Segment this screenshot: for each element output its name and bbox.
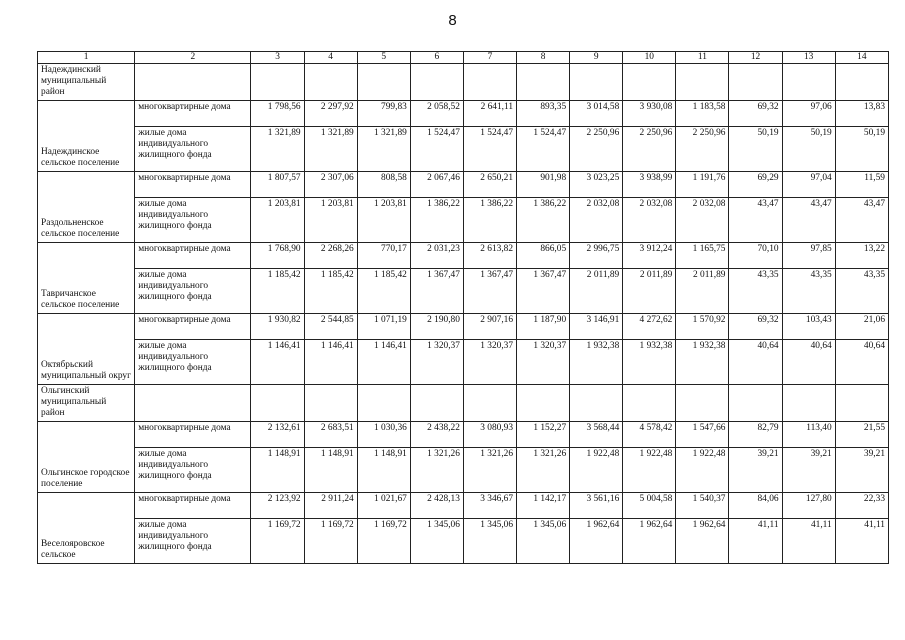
value-cell: 2 268,26 bbox=[304, 243, 357, 269]
value-cell: 4 272,62 bbox=[623, 314, 676, 340]
table-row bbox=[38, 448, 889, 493]
value-cell: 1 185,42 bbox=[251, 269, 304, 314]
value-cell: 84,06 bbox=[729, 493, 782, 519]
value-cell: 808,58 bbox=[357, 172, 410, 198]
value-cell: 1 930,82 bbox=[251, 314, 304, 340]
value-cell: 40,64 bbox=[729, 340, 782, 385]
value-cell: 50,19 bbox=[782, 127, 835, 172]
value-cell: 21,06 bbox=[835, 314, 888, 340]
value-cell: 901,98 bbox=[517, 172, 570, 198]
value-cell: 11,59 bbox=[835, 172, 888, 198]
value-cell: 1 191,76 bbox=[676, 172, 729, 198]
value-cell: 1 148,91 bbox=[304, 448, 357, 493]
empty-cell bbox=[304, 64, 357, 101]
value-cell: 1 922,48 bbox=[570, 448, 623, 493]
table-row bbox=[38, 422, 889, 448]
value-cell: 2 011,89 bbox=[570, 269, 623, 314]
value-cell: 2 250,96 bbox=[570, 127, 623, 172]
value-cell: 13,83 bbox=[835, 101, 888, 127]
municipality-name: Надеждинский муниципальный район bbox=[38, 64, 135, 101]
value-cell: 43,47 bbox=[782, 198, 835, 243]
column-header: 10 bbox=[623, 52, 676, 64]
value-cell: 1 932,38 bbox=[676, 340, 729, 385]
value-cell: 69,32 bbox=[729, 314, 782, 340]
value-cell: 70,10 bbox=[729, 243, 782, 269]
value-cell: 1 345,06 bbox=[517, 519, 570, 564]
empty-cell bbox=[357, 64, 410, 101]
value-cell: 1 148,91 bbox=[251, 448, 304, 493]
value-cell: 1 386,22 bbox=[463, 198, 516, 243]
value-cell: 893,35 bbox=[517, 101, 570, 127]
empty-cell bbox=[570, 385, 623, 422]
value-cell: 50,19 bbox=[835, 127, 888, 172]
value-cell: 1 932,38 bbox=[623, 340, 676, 385]
empty-cell bbox=[410, 64, 463, 101]
value-cell: 2 250,96 bbox=[676, 127, 729, 172]
value-cell: 1 570,92 bbox=[676, 314, 729, 340]
value-cell: 2 031,23 bbox=[410, 243, 463, 269]
empty-cell bbox=[570, 64, 623, 101]
table-row bbox=[38, 198, 889, 243]
housing-type: жилые дома индивидуального жилищного фонда bbox=[135, 269, 251, 314]
empty-cell bbox=[782, 64, 835, 101]
value-cell: 2 438,22 bbox=[410, 422, 463, 448]
column-header: 14 bbox=[835, 52, 888, 64]
value-cell: 1 922,48 bbox=[623, 448, 676, 493]
value-cell: 2 032,08 bbox=[623, 198, 676, 243]
value-cell: 1 152,27 bbox=[517, 422, 570, 448]
housing-type: многоквартирные дома bbox=[135, 101, 251, 127]
value-cell: 43,35 bbox=[782, 269, 835, 314]
value-cell: 1 367,47 bbox=[517, 269, 570, 314]
value-cell: 113,40 bbox=[782, 422, 835, 448]
value-cell: 2 428,13 bbox=[410, 493, 463, 519]
value-cell: 1 345,06 bbox=[463, 519, 516, 564]
value-cell: 1 798,56 bbox=[251, 101, 304, 127]
value-cell: 127,80 bbox=[782, 493, 835, 519]
value-cell: 2 996,75 bbox=[570, 243, 623, 269]
table-row bbox=[38, 243, 889, 269]
value-cell: 3 023,25 bbox=[570, 172, 623, 198]
value-cell: 1 540,37 bbox=[676, 493, 729, 519]
value-cell: 13,22 bbox=[835, 243, 888, 269]
value-cell: 69,32 bbox=[729, 101, 782, 127]
value-cell: 1 203,81 bbox=[251, 198, 304, 243]
value-cell: 39,21 bbox=[729, 448, 782, 493]
value-cell: 97,04 bbox=[782, 172, 835, 198]
value-cell: 1 165,75 bbox=[676, 243, 729, 269]
value-cell: 2 907,16 bbox=[463, 314, 516, 340]
housing-type: многоквартирные дома bbox=[135, 243, 251, 269]
table-row bbox=[38, 314, 889, 340]
settlement-name: Веселояровское сельское bbox=[38, 493, 135, 564]
value-cell: 1 030,36 bbox=[357, 422, 410, 448]
column-header: 8 bbox=[517, 52, 570, 64]
value-cell: 1 321,89 bbox=[304, 127, 357, 172]
value-cell: 1 524,47 bbox=[517, 127, 570, 172]
value-cell: 1 321,26 bbox=[463, 448, 516, 493]
value-cell: 1 146,41 bbox=[357, 340, 410, 385]
value-cell: 2 613,82 bbox=[463, 243, 516, 269]
housing-type: многоквартирные дома bbox=[135, 422, 251, 448]
value-cell: 3 080,93 bbox=[463, 422, 516, 448]
value-cell: 43,47 bbox=[835, 198, 888, 243]
empty-cell bbox=[463, 64, 516, 101]
value-cell: 3 146,91 bbox=[570, 314, 623, 340]
value-cell: 1 146,41 bbox=[251, 340, 304, 385]
value-cell: 1 768,90 bbox=[251, 243, 304, 269]
column-header: 1 bbox=[38, 52, 135, 64]
value-cell: 4 578,42 bbox=[623, 422, 676, 448]
value-cell: 5 004,58 bbox=[623, 493, 676, 519]
housing-type: жилые дома индивидуального жилищного фонда bbox=[135, 340, 251, 385]
value-cell: 1 367,47 bbox=[463, 269, 516, 314]
empty-cell bbox=[835, 64, 888, 101]
value-cell: 1 185,42 bbox=[304, 269, 357, 314]
value-cell: 1 183,58 bbox=[676, 101, 729, 127]
value-cell: 1 386,22 bbox=[517, 198, 570, 243]
value-cell: 1 169,72 bbox=[357, 519, 410, 564]
value-cell: 2 011,89 bbox=[676, 269, 729, 314]
empty-cell bbox=[251, 385, 304, 422]
value-cell: 2 132,61 bbox=[251, 422, 304, 448]
value-cell: 82,79 bbox=[729, 422, 782, 448]
value-cell: 43,35 bbox=[729, 269, 782, 314]
value-cell: 1 203,81 bbox=[304, 198, 357, 243]
settlement-name: Тавричанское сельское поселение bbox=[38, 243, 135, 314]
value-cell: 1 203,81 bbox=[357, 198, 410, 243]
value-cell: 22,33 bbox=[835, 493, 888, 519]
value-cell: 2 544,85 bbox=[304, 314, 357, 340]
value-cell: 2 297,92 bbox=[304, 101, 357, 127]
value-cell: 1 524,47 bbox=[410, 127, 463, 172]
housing-type: жилые дома индивидуального жилищного фонда bbox=[135, 448, 251, 493]
value-cell: 3 014,58 bbox=[570, 101, 623, 127]
value-cell: 2 190,80 bbox=[410, 314, 463, 340]
empty-cell bbox=[135, 64, 251, 101]
value-cell: 1 148,91 bbox=[357, 448, 410, 493]
value-cell: 103,43 bbox=[782, 314, 835, 340]
value-cell: 2 683,51 bbox=[304, 422, 357, 448]
value-cell: 21,55 bbox=[835, 422, 888, 448]
value-cell: 40,64 bbox=[782, 340, 835, 385]
municipality-row bbox=[38, 385, 889, 422]
empty-cell bbox=[623, 64, 676, 101]
housing-type: многоквартирные дома bbox=[135, 314, 251, 340]
column-header: 6 bbox=[410, 52, 463, 64]
value-cell: 40,64 bbox=[835, 340, 888, 385]
empty-cell bbox=[251, 64, 304, 101]
value-cell: 2 307,06 bbox=[304, 172, 357, 198]
value-cell: 2 011,89 bbox=[623, 269, 676, 314]
value-cell: 799,83 bbox=[357, 101, 410, 127]
value-cell: 2 067,46 bbox=[410, 172, 463, 198]
column-header: 9 bbox=[570, 52, 623, 64]
column-header: 2 bbox=[135, 52, 251, 64]
housing-type: жилые дома индивидуального жилищного фонда bbox=[135, 198, 251, 243]
value-cell: 1 321,26 bbox=[410, 448, 463, 493]
column-header: 11 bbox=[676, 52, 729, 64]
table-row bbox=[38, 340, 889, 385]
empty-cell bbox=[835, 385, 888, 422]
table-row bbox=[38, 493, 889, 519]
municipality-name: Ольгинский муниципальный район bbox=[38, 385, 135, 422]
empty-cell bbox=[304, 385, 357, 422]
value-cell: 1 932,38 bbox=[570, 340, 623, 385]
value-cell: 39,21 bbox=[835, 448, 888, 493]
value-cell: 1 367,47 bbox=[410, 269, 463, 314]
value-cell: 1 146,41 bbox=[304, 340, 357, 385]
settlement-name: Ольгинское городское поселение bbox=[38, 422, 135, 493]
value-cell: 1 169,72 bbox=[251, 519, 304, 564]
value-cell: 39,21 bbox=[782, 448, 835, 493]
column-header-row bbox=[38, 52, 889, 64]
column-header: 13 bbox=[782, 52, 835, 64]
value-cell: 1 321,26 bbox=[517, 448, 570, 493]
value-cell: 2 911,24 bbox=[304, 493, 357, 519]
value-cell: 1 345,06 bbox=[410, 519, 463, 564]
empty-cell bbox=[135, 385, 251, 422]
value-cell: 1 071,19 bbox=[357, 314, 410, 340]
value-cell: 2 032,08 bbox=[570, 198, 623, 243]
settlement-name: Раздольненское сельское поселение bbox=[38, 172, 135, 243]
value-cell: 1 320,37 bbox=[517, 340, 570, 385]
table-row bbox=[38, 172, 889, 198]
municipality-row bbox=[38, 64, 889, 101]
value-cell: 3 568,44 bbox=[570, 422, 623, 448]
tariff-table bbox=[37, 51, 889, 564]
value-cell: 1 321,89 bbox=[251, 127, 304, 172]
value-cell: 3 346,67 bbox=[463, 493, 516, 519]
empty-cell bbox=[676, 385, 729, 422]
empty-cell bbox=[517, 64, 570, 101]
value-cell: 69,29 bbox=[729, 172, 782, 198]
value-cell: 1 547,66 bbox=[676, 422, 729, 448]
housing-type: многоквартирные дома bbox=[135, 493, 251, 519]
value-cell: 97,85 bbox=[782, 243, 835, 269]
value-cell: 43,35 bbox=[835, 269, 888, 314]
value-cell: 3 930,08 bbox=[623, 101, 676, 127]
table-row bbox=[38, 101, 889, 127]
value-cell: 2 641,11 bbox=[463, 101, 516, 127]
housing-type: жилые дома индивидуального жилищного фонда bbox=[135, 127, 251, 172]
value-cell: 1 962,64 bbox=[676, 519, 729, 564]
table-row bbox=[38, 269, 889, 314]
empty-cell bbox=[517, 385, 570, 422]
table-row bbox=[38, 519, 889, 564]
value-cell: 41,11 bbox=[782, 519, 835, 564]
value-cell: 1 524,47 bbox=[463, 127, 516, 172]
value-cell: 1 185,42 bbox=[357, 269, 410, 314]
value-cell: 2 058,52 bbox=[410, 101, 463, 127]
value-cell: 2 250,96 bbox=[623, 127, 676, 172]
empty-cell bbox=[410, 385, 463, 422]
empty-cell bbox=[463, 385, 516, 422]
value-cell: 43,47 bbox=[729, 198, 782, 243]
value-cell: 3 912,24 bbox=[623, 243, 676, 269]
column-header: 3 bbox=[251, 52, 304, 64]
value-cell: 41,11 bbox=[835, 519, 888, 564]
value-cell: 41,11 bbox=[729, 519, 782, 564]
value-cell: 2 650,21 bbox=[463, 172, 516, 198]
settlement-name: Октябрьский муниципальный округ bbox=[38, 314, 135, 385]
empty-cell bbox=[623, 385, 676, 422]
value-cell: 1 807,57 bbox=[251, 172, 304, 198]
value-cell: 770,17 bbox=[357, 243, 410, 269]
empty-cell bbox=[357, 385, 410, 422]
value-cell: 97,06 bbox=[782, 101, 835, 127]
value-cell: 1 142,17 bbox=[517, 493, 570, 519]
table-body bbox=[38, 64, 889, 564]
value-cell: 3 561,16 bbox=[570, 493, 623, 519]
value-cell: 1 962,64 bbox=[623, 519, 676, 564]
value-cell: 1 386,22 bbox=[410, 198, 463, 243]
column-header: 4 bbox=[304, 52, 357, 64]
empty-cell bbox=[729, 64, 782, 101]
value-cell: 50,19 bbox=[729, 127, 782, 172]
value-cell: 1 187,90 bbox=[517, 314, 570, 340]
value-cell: 2 123,92 bbox=[251, 493, 304, 519]
empty-cell bbox=[729, 385, 782, 422]
value-cell: 1 169,72 bbox=[304, 519, 357, 564]
empty-cell bbox=[676, 64, 729, 101]
value-cell: 1 320,37 bbox=[410, 340, 463, 385]
value-cell: 1 962,64 bbox=[570, 519, 623, 564]
column-header: 7 bbox=[463, 52, 516, 64]
value-cell: 1 922,48 bbox=[676, 448, 729, 493]
column-header: 12 bbox=[729, 52, 782, 64]
housing-type: жилые дома индивидуального жилищного фонда bbox=[135, 519, 251, 564]
value-cell: 1 321,89 bbox=[357, 127, 410, 172]
empty-cell bbox=[782, 385, 835, 422]
column-header: 5 bbox=[357, 52, 410, 64]
settlement-name: Надеждинское сельское поселение bbox=[38, 101, 135, 172]
table-row bbox=[38, 127, 889, 172]
value-cell: 1 320,37 bbox=[463, 340, 516, 385]
housing-type: многоквартирные дома bbox=[135, 172, 251, 198]
value-cell: 1 021,67 bbox=[357, 493, 410, 519]
value-cell: 2 032,08 bbox=[676, 198, 729, 243]
value-cell: 3 938,99 bbox=[623, 172, 676, 198]
page-number: 8 bbox=[448, 12, 457, 29]
value-cell: 866,05 bbox=[517, 243, 570, 269]
